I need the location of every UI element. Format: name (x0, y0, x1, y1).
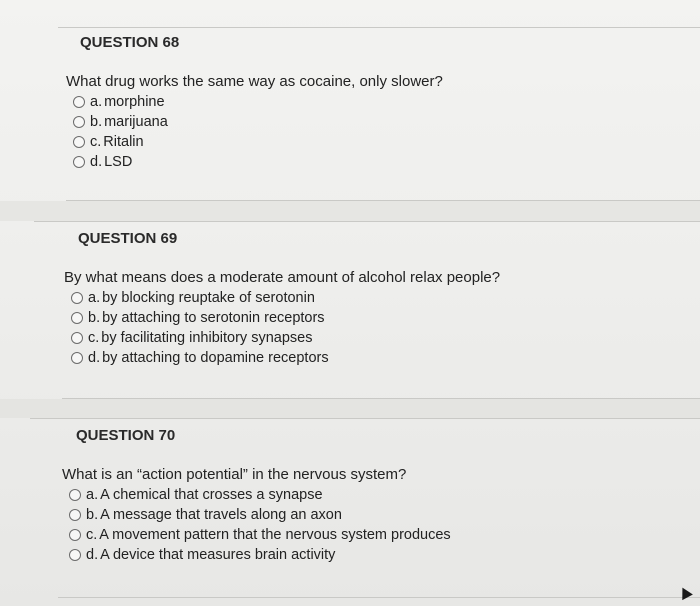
radio-button[interactable] (71, 352, 83, 364)
question-title: QUESTION 70 (76, 427, 176, 444)
radio-button[interactable] (71, 312, 83, 324)
question-68 (66, 34, 686, 172)
option-letter: d. (90, 154, 103, 170)
question-title: QUESTION 69 (78, 230, 178, 247)
separator-band (0, 201, 700, 221)
option-a[interactable] (69, 485, 682, 505)
bottom-divider (58, 597, 700, 598)
radio-button[interactable] (73, 156, 85, 168)
option-text: A message that travels along an axon (100, 507, 342, 523)
option-text: A movement pattern that the nervous system produces (99, 527, 451, 543)
option-text: by attaching to serotonin receptors (102, 310, 325, 326)
radio-button[interactable] (71, 332, 83, 344)
option-letter: b. (86, 507, 99, 523)
question-title: QUESTION 68 (80, 34, 180, 51)
divider (34, 221, 700, 222)
option-a[interactable] (71, 288, 684, 308)
option-d[interactable] (73, 152, 686, 172)
option-text: morphine (104, 94, 165, 110)
option-d[interactable] (71, 348, 684, 368)
option-b[interactable] (69, 505, 682, 525)
option-c[interactable] (71, 328, 684, 348)
option-text: by attaching to dopamine receptors (102, 350, 329, 366)
option-d[interactable] (69, 545, 682, 565)
option-letter: d. (86, 547, 99, 563)
radio-button[interactable] (69, 549, 81, 561)
radio-button[interactable] (73, 136, 85, 148)
question-69 (64, 230, 684, 368)
question-text: What is an “action potential” in the nervous system? (62, 466, 407, 483)
option-letter: c. (88, 330, 100, 346)
question-70 (62, 427, 682, 565)
option-text: A device that measures brain activity (100, 547, 336, 563)
radio-button[interactable] (69, 489, 81, 501)
option-text: by facilitating inhibitory synapses (101, 330, 313, 346)
radio-button[interactable] (73, 96, 85, 108)
option-text: LSD (104, 154, 133, 170)
option-letter: d. (88, 350, 101, 366)
option-text: A chemical that crosses a synapse (100, 487, 323, 503)
option-text: marijuana (104, 114, 168, 130)
question-text: By what means does a moderate amount of alcohol relax people? (64, 269, 501, 286)
option-c[interactable] (73, 132, 686, 152)
option-b[interactable] (73, 112, 686, 132)
option-letter: a. (86, 487, 99, 503)
option-letter: c. (90, 134, 102, 150)
option-a[interactable] (73, 92, 686, 112)
option-b[interactable] (71, 308, 684, 328)
option-letter: b. (90, 114, 103, 130)
option-text: Ritalin (103, 134, 144, 150)
option-letter: c. (86, 527, 98, 543)
option-letter: b. (88, 310, 101, 326)
divider (30, 418, 700, 419)
radio-button[interactable] (69, 509, 81, 521)
option-letter: a. (88, 290, 101, 306)
radio-button[interactable] (73, 116, 85, 128)
option-letter: a. (90, 94, 103, 110)
radio-button[interactable] (69, 529, 81, 541)
question-text: What drug works the same way as cocaine, only slower? (66, 73, 443, 90)
option-c[interactable] (69, 525, 682, 545)
radio-button[interactable] (71, 292, 83, 304)
top-divider (58, 27, 700, 28)
separator-band (0, 399, 700, 418)
option-text: by blocking reuptake of serotonin (102, 290, 315, 306)
